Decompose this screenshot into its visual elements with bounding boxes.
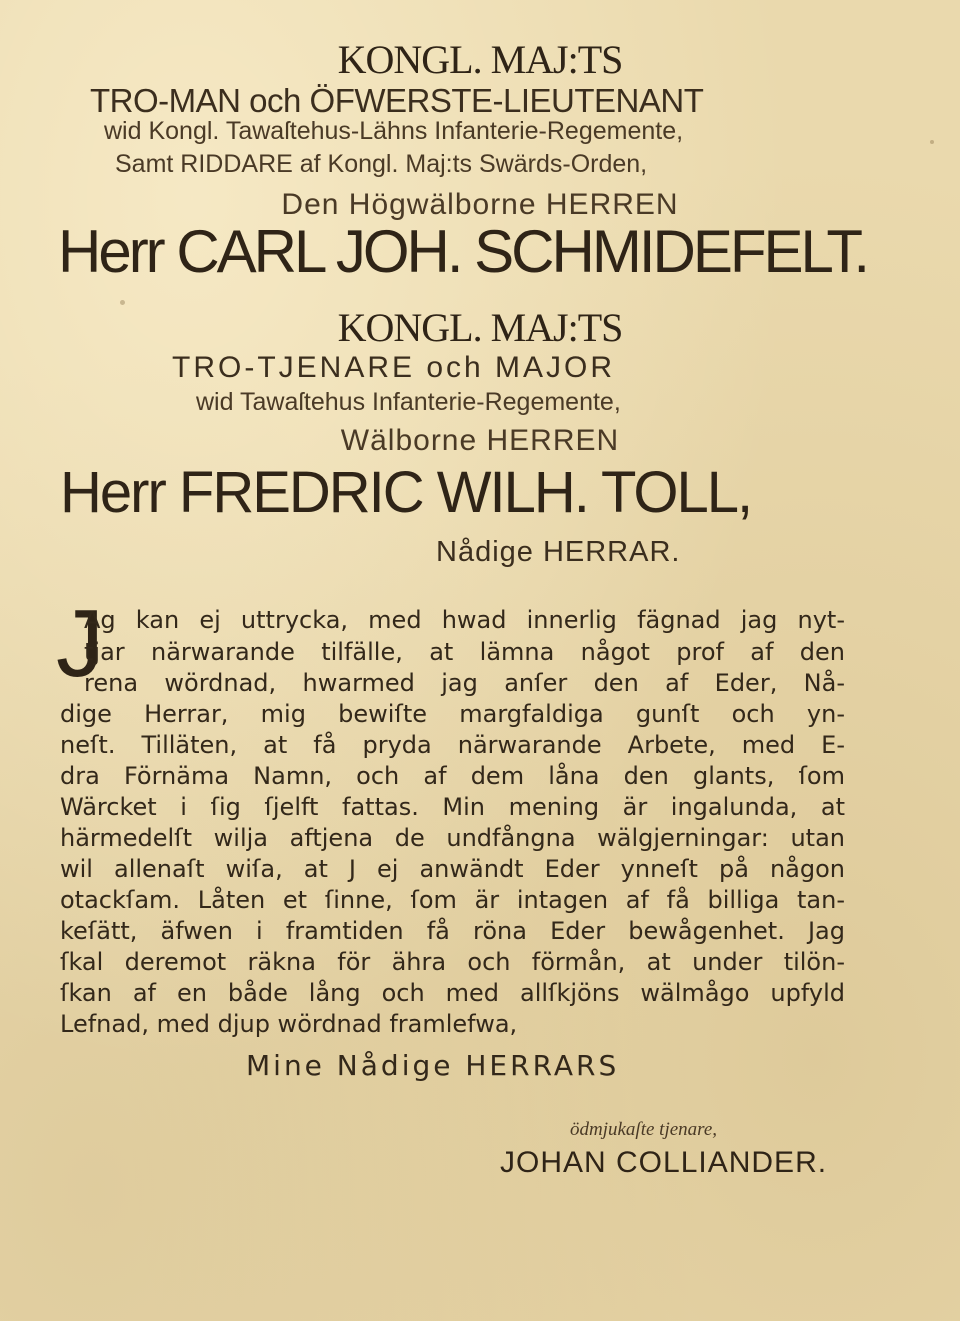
body-line: Wärcket i ſig ſjelft fattas. Min mening är ingalunda, at xyxy=(60,793,845,821)
drop-cap: J xyxy=(56,590,104,697)
closing-humble: ödmjukaſte tjenare, xyxy=(570,1119,718,1140)
heading1-rank: TRO-MAN och ÖFWERSTE-LIEUTENANT xyxy=(90,82,704,119)
body-line: dige Herrar, mig bewiſte margfaldiga gunſt och yn- xyxy=(60,700,845,728)
heading2-rank: TRO-TJENARE och MAJOR xyxy=(172,351,616,384)
body-line: Lefnad, med djup wördnad framlefwa, xyxy=(60,1010,518,1038)
heading1-regiment: wid Kongl. Tawaſtehus-Lähns Infanterie-Regemente, xyxy=(104,117,684,145)
body-line: dra Förnäma Namn, och af dem låna den glants, ſom xyxy=(60,762,845,790)
heading2-honorific: Wälborne HERREN xyxy=(340,424,620,457)
body-line: ſkan af en både lång och med allſkjöns wälmågo upfyld xyxy=(60,979,845,1007)
body-line: otackſam. Låten et ſinne, ſom är intagen af få billiga tan- xyxy=(60,886,845,914)
heading1-title: KONGL. MAJ:TS xyxy=(337,37,623,82)
body-line: keſätt, äfwen i framtiden få röna Eder bewågenhet. Jag xyxy=(60,917,845,945)
signature: JOHAN COLLIANDER. xyxy=(500,1146,828,1179)
body-line: tjar närwarande tilfälle, at lämna något prof af den xyxy=(84,638,845,666)
heading1-order: Samt RIDDARE af Kongl. Maj:ts Swärds-Orden, xyxy=(115,150,648,178)
heading2-name: Herr FREDRIC WILH. TOLL, xyxy=(60,460,752,525)
body-line: härmedelſt wilja aftjena de undfångna wälgjerningar: utan xyxy=(60,824,845,852)
paper-speck xyxy=(930,140,934,144)
body-line: rena wördnad, hwarmed jag anſer den af Eder, Nå- xyxy=(84,669,845,697)
heading1-name: Herr CARL JOH. SCHMIDEFELT. xyxy=(58,218,868,285)
body-line: wil allenaſt wiſa, at J ej anwändt Eder ynneſt på någon xyxy=(60,855,845,883)
heading1-honorific: Den Högwälborne HERREN xyxy=(281,188,679,221)
closing-address: Mine Nådige HERRARS xyxy=(246,1049,620,1082)
heading2-regiment: wid Tawaſtehus Infanterie-Regemente, xyxy=(196,388,621,416)
paper-speck xyxy=(120,300,125,305)
body-line: neſt. Tilläten, at få pryda närwarande Arbete, med E- xyxy=(60,731,845,759)
heading2-title: KONGL. MAJ:TS xyxy=(337,305,623,350)
body-line: ſkal deremot räkna för ähra och förmån, at under tilön- xyxy=(60,948,845,976)
body-line: Ag kan ej uttrycka, med hwad innerlig fägnad jag nyt- xyxy=(84,606,845,634)
salutation: Nådige HERRAR. xyxy=(436,536,681,568)
